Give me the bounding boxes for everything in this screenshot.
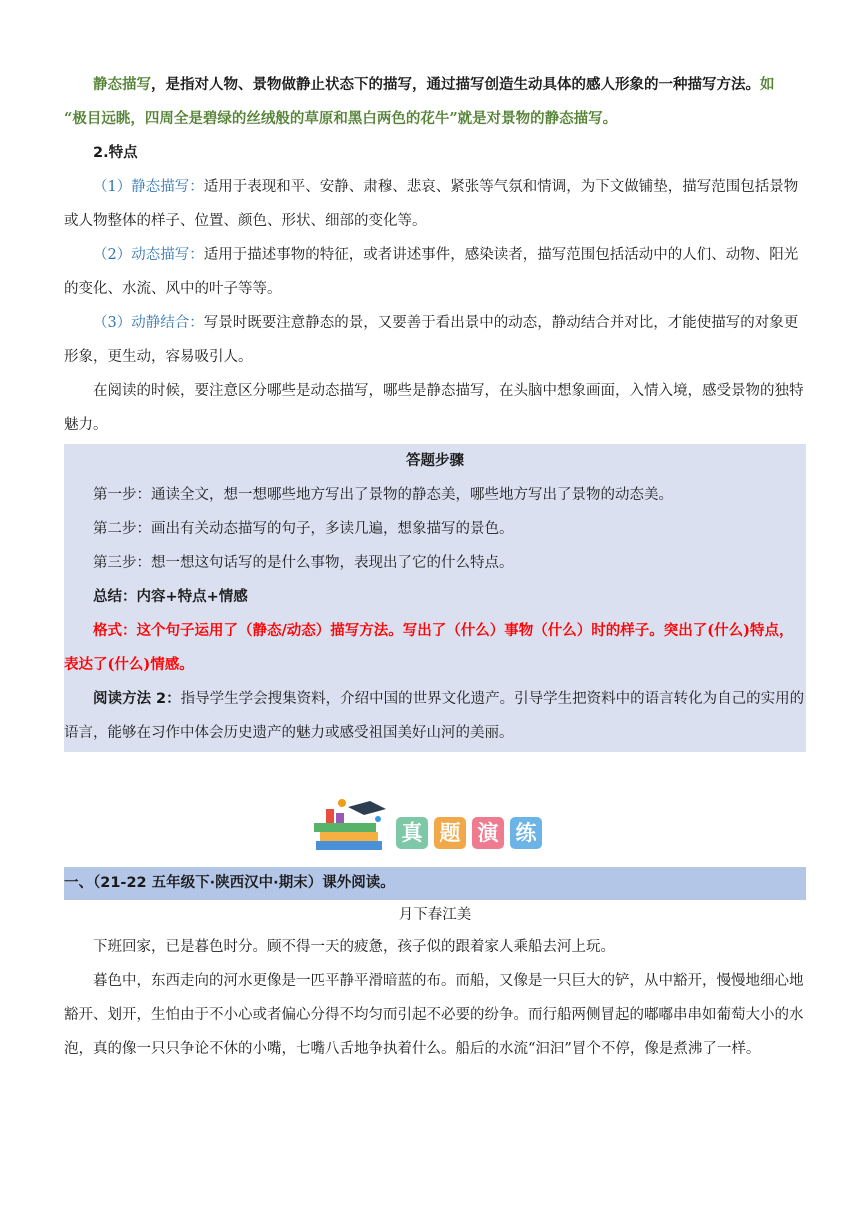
document-page bbox=[64, 68, 806, 752]
banner-char: 真 bbox=[396, 817, 428, 849]
reading-method-label: 阅读方法 2： bbox=[93, 691, 181, 707]
answer-format: 格式：这个句子运用了（静态/动态）描写方法。写出了（什么）事物（什么）时的样子。突出了(什么)特点，表达了(什么)情感。 bbox=[64, 622, 794, 673]
feature-text: 适用于表现和平、安静、肃穆、悲哀、紧张等气氛和情调，为下文做铺垫，描写范围包括景物或人物整体的样子、位置、颜色、形状、细部的变化等。 bbox=[64, 179, 799, 229]
features-summary: 在阅读的时候，要注意区分哪些是动态描写，哪些是静态描写，在头脑中想象画面，入情入境，感受景物的独特魅力。 bbox=[64, 383, 804, 433]
step-item: 第二步：画出有关动态描写的句子，多读几遍，想象描写的景色。 bbox=[93, 521, 514, 537]
passage-paragraph: 暮色中，东西走向的河水更像是一匹平静平滑暗蓝的布。而船，又像是一只巨大的铲，从中豁开，慢慢地细心地豁开、划开，生怕由于不小心或者偏心分得不均匀而引起不必要的纷争。而行船两侧冒起的嘟嘟串串如葡萄大小的水泡，真的像一只只争论不休的小嘴，七嘴八舌地争执着什么。船后的水流“汩汩”冒个不停，像是煮沸了一样。 bbox=[64, 973, 804, 1057]
intro-definition: ，是指对人物、景物做静止状态下的描写，通过描写创造生动具体的感人形象的一种描写方法。 bbox=[151, 76, 760, 93]
intro-term: 静态描写 bbox=[93, 77, 151, 93]
feature-text: 写景时既要注意静态的景，又要善于看出景中的动态，静动结合并对比，才能使描写的对象更形象，更生动，容易吸引人。 bbox=[64, 315, 799, 365]
feature-text: 适用于描述事物的特征，或者讲述事件，感染读者，描写范围包括活动中的人们、动物、阳光的变化、水流、风中的叶子等等。 bbox=[64, 247, 799, 297]
answer-steps-box bbox=[64, 444, 806, 752]
reading-method bbox=[64, 682, 806, 750]
reading-passage bbox=[64, 900, 806, 1066]
box-title: 答题步骤 bbox=[406, 453, 464, 469]
exercise-heading: 一、（21-22 五年级下·陕西汉中·期末）课外阅读。 bbox=[64, 867, 806, 900]
step-item: 第三步：想一想这句话写的是什么事物，表现出了它的什么特点。 bbox=[93, 555, 514, 571]
banner-char: 题 bbox=[434, 817, 466, 849]
feature-item bbox=[64, 170, 806, 238]
banner-char: 练 bbox=[510, 817, 542, 849]
passage-title: 月下春江美 bbox=[398, 907, 472, 923]
reading-method-text: 指导学生学会搜集资料，介绍中国的世界文化遗产。引导学生把资料中的语言转化为自己的实用的语言，能够在习作中体会历史遗产的魅力或感受祖国美好山河的美丽。 bbox=[64, 691, 805, 741]
banner-char: 演 bbox=[472, 817, 504, 849]
intro-example-start: 如 bbox=[760, 76, 775, 93]
feature-label: （3）动静结合： bbox=[93, 315, 204, 331]
steps-summary: 总结：内容+特点+情感 bbox=[93, 589, 248, 605]
intro-example: “极目远眺，四周全是碧绿的丝绒般的草原和黑白两色的花牛”就是对景物的静态描写。 bbox=[64, 110, 618, 127]
intro-paragraph bbox=[64, 68, 806, 102]
banner-title bbox=[396, 817, 542, 849]
feature-label: （1）静态描写： bbox=[93, 179, 204, 195]
passage-paragraph: 下班回家，已是暮色时分。顾不得一天的疲惫，孩子似的跟着家人乘船去河上玩。 bbox=[93, 939, 615, 955]
practice-banner bbox=[312, 797, 562, 857]
feature-item bbox=[64, 238, 806, 306]
feature-label: （2）动态描写： bbox=[93, 247, 204, 263]
feature-item bbox=[64, 306, 806, 374]
books-icon bbox=[312, 797, 392, 857]
features-heading: 2.特点 bbox=[93, 145, 138, 161]
step-item: 第一步：通读全文，想一想哪些地方写出了景物的静态美，哪些地方写出了景物的动态美。 bbox=[93, 487, 673, 503]
